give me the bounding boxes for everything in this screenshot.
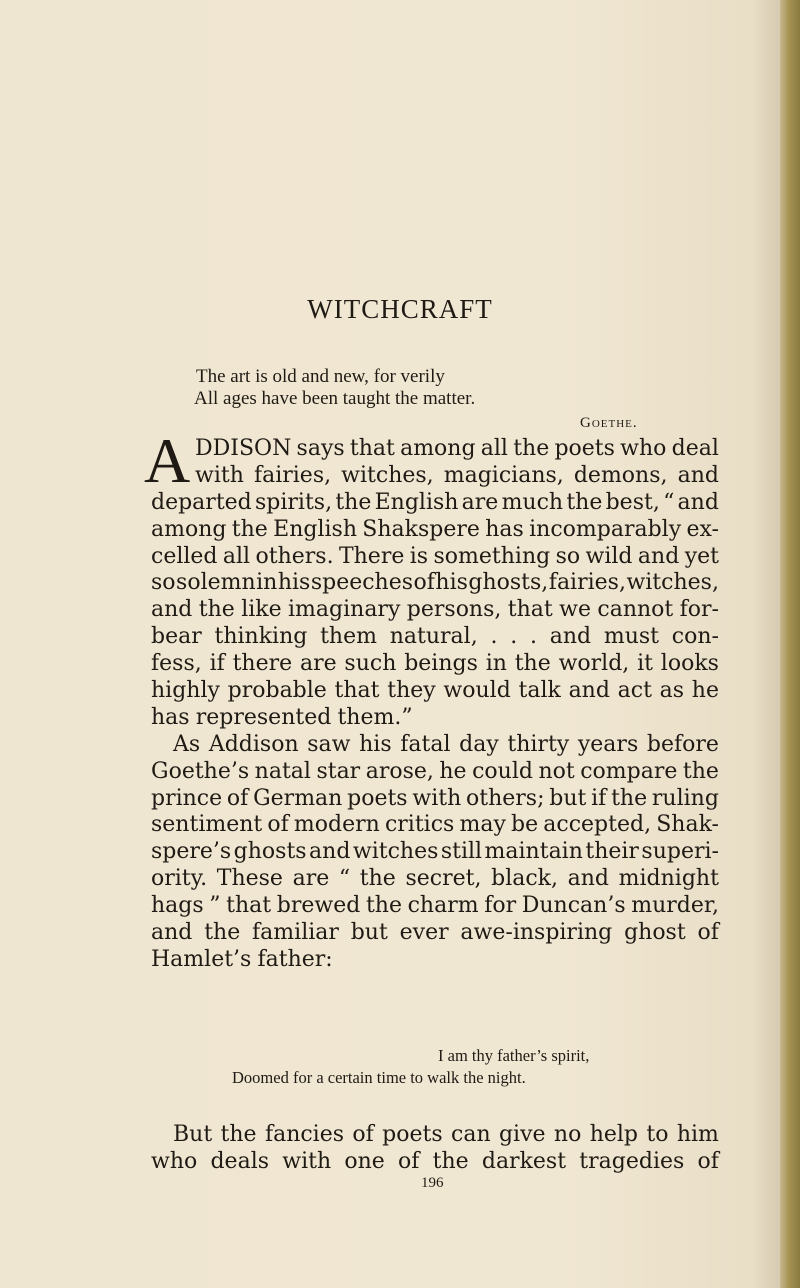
word: darkest [481,1148,567,1174]
word: hags [151,893,204,919]
word: “ [663,489,675,515]
text-line [151,490,719,517]
word: among [151,516,227,542]
word: modern [293,812,380,838]
word: Shakspere [362,516,480,542]
word: has [485,516,524,542]
word: imaginary [288,597,401,623]
word: as [659,678,685,704]
word: “ [338,866,351,892]
word: Goethe’s [151,758,250,784]
word: they [387,678,436,704]
word: accepted, [543,812,652,838]
word: the [682,758,719,784]
word: star [316,758,361,784]
text-line [151,463,719,490]
word: the [220,1122,257,1147]
word: sentiment [151,812,263,838]
text-line [151,624,719,651]
word: thirty [507,731,570,757]
word: fairies, [253,462,332,488]
word: best, [605,489,660,515]
word: Duncan’s [521,893,626,919]
body-text [151,436,719,974]
word: others. [255,543,334,569]
word: so [151,570,176,596]
word: Hamlet’s [151,946,252,972]
word: the [231,516,268,542]
word: ghosts [233,839,307,865]
word: act [617,678,652,704]
word: black, [491,866,558,892]
word: the [365,893,402,919]
word: natal [254,758,311,784]
word: probable [227,678,327,704]
word: represented [195,704,332,730]
word: midnight [618,866,719,892]
word: give [498,1122,546,1147]
word: fairies, [548,570,626,596]
word: of [413,570,435,596]
word: the [432,1148,469,1174]
word: so [555,543,581,569]
word: that [507,597,553,623]
word: with [195,462,244,488]
word: There [338,543,405,569]
word: his [277,570,311,596]
word: bear [151,624,202,650]
word: and [637,543,680,569]
word: poets [382,1122,443,1147]
word: ex- [686,516,719,542]
word: prince [151,785,223,811]
word: poets [347,785,408,811]
word: would [443,678,511,704]
word: them.” [337,704,413,730]
text-line [151,651,719,678]
drop-cap: A [144,425,191,496]
word: the [198,597,235,623]
body-text-continued [151,1122,719,1176]
word: ” [209,893,221,919]
word: superi- [641,839,719,865]
word: are [299,651,337,677]
word: all [222,543,251,569]
word: years [577,731,639,757]
text-line [151,597,719,624]
word: in [485,651,507,677]
text-line [151,759,719,786]
word: of [226,785,249,811]
word: magicians, [443,462,564,488]
word: but [350,920,388,946]
word: like [241,597,282,623]
word: if [209,651,225,677]
word: beings [404,651,478,677]
word: ority. [151,866,208,892]
word: that [334,678,380,704]
word: the [359,866,396,892]
word: of [398,1148,420,1174]
word: charm [407,893,479,919]
word: the [611,785,648,811]
word: highly [151,678,220,704]
text-line [151,812,719,839]
word: solemn [176,570,256,596]
word: and [549,624,592,650]
word: witches, [341,462,434,488]
chapter-title: WITCHCRAFT [307,294,493,324]
word: awe-inspiring [460,920,613,946]
word: fatal [400,731,451,757]
word: that [349,436,395,461]
word: the [335,489,372,515]
word: and [151,920,193,946]
text-line [151,678,719,705]
page-number: 196 [421,1175,444,1191]
word: English [273,516,357,542]
word: help [589,1122,638,1147]
word: one [344,1148,385,1174]
word: such [344,651,397,677]
word: natural, [389,624,478,650]
word: brewed [276,893,361,919]
word: day [459,731,499,757]
word: no [553,1122,582,1147]
word: before [646,731,719,757]
word: is [409,543,429,569]
word: to [646,1122,669,1147]
word: and [151,597,193,623]
word: world, [558,651,630,677]
word: must [603,624,659,650]
epigraph-attribution: Goethe. [580,415,638,431]
word: and [568,678,610,704]
word: the [513,436,550,461]
word: the [566,489,603,515]
quote-line: Doomed for a certain time to walk the night. [232,1068,526,1087]
word: . [490,624,498,650]
word: the [514,651,551,677]
word: compare [580,758,678,784]
word: persons, [406,597,502,623]
word: murder, [631,893,719,919]
word: are [292,866,330,892]
word: we [559,597,591,623]
word: English [374,489,459,515]
word: looks [660,651,719,677]
word: poets [554,436,615,461]
word: secret, [405,866,482,892]
word: . [510,624,518,650]
word: him [676,1122,719,1147]
word: saw [307,731,351,757]
word: be [511,812,539,838]
word: Shak- [656,812,719,838]
word: all [480,436,508,461]
word: . [529,624,537,650]
word: with [412,785,462,811]
word: can [451,1122,491,1147]
word: that [226,893,272,919]
word: who [151,1148,198,1174]
text-line [151,920,719,947]
word: ghost [624,920,686,946]
word: something [433,543,551,569]
word: ruling [651,785,719,811]
word: if [591,785,607,811]
text-line [151,705,719,732]
word: his [435,570,468,596]
word: wild [585,543,633,569]
word: has [151,704,190,730]
word: and [677,489,719,515]
word: fess, [151,651,202,677]
text-line [151,1149,719,1176]
word: familiar [252,920,339,946]
word: among [400,436,476,461]
word: critics [384,812,455,838]
text-line [151,436,719,463]
word: but [549,785,587,811]
word: But [173,1122,213,1147]
word: others; [466,785,545,811]
word: and [677,462,719,488]
word: he [439,758,467,784]
text-line [151,786,719,813]
word: tragedies [579,1148,685,1174]
word: celled [151,543,218,569]
word: yet [684,543,719,569]
text-line [151,544,719,571]
text-line [151,947,719,974]
word: arose, [365,758,434,784]
word: German [253,785,343,811]
word: their [585,839,639,865]
word: DDISON [195,436,292,461]
word: deal [671,436,719,461]
word: Addison [208,731,299,757]
word: the [204,920,241,946]
word: it [637,651,653,677]
word: father: [257,946,333,972]
word: may [459,812,506,838]
word: departed [151,489,252,515]
word: ghosts, [468,570,549,596]
word: there [232,651,293,677]
word: still [440,839,483,865]
word: for [484,893,517,919]
word: fancies [264,1122,345,1147]
word: These [216,866,283,892]
word: demons, [573,462,668,488]
word: cannot [597,597,674,623]
word: deals [210,1148,270,1174]
word: As [173,731,201,757]
word: thinking [214,624,308,650]
epigraph [194,366,756,431]
word: could [472,758,533,784]
word: and [567,866,610,892]
word: ever [399,920,449,946]
word: them [320,624,377,650]
text-line [151,732,719,759]
text-line [151,1122,719,1149]
word: spere’s [151,839,232,865]
word: in [256,570,278,596]
word: of [697,1148,719,1174]
word: witches, [626,570,719,596]
word: incomparably [529,516,682,542]
word: he [691,678,719,704]
word: and [309,839,351,865]
word: much [501,489,564,515]
epigraph-line: The art is old and new, for verily [196,366,445,387]
word: says [296,436,345,461]
text-line [151,570,719,597]
word: con- [671,624,719,650]
epigraph-line: All ages have been taught the matter. [194,388,476,409]
word: witches [352,839,439,865]
word: spirits, [255,489,333,515]
page-edge-binding [780,0,800,1288]
word: of [267,812,289,838]
text-line [151,866,719,893]
word: maintain [484,839,583,865]
text-line [151,839,719,866]
word: not [538,758,575,784]
word: speeches [310,570,414,596]
word: who [620,436,667,461]
word: with [282,1148,332,1174]
text-line [151,517,719,544]
text-line [151,893,719,920]
word: talk [518,678,561,704]
word: are [461,489,499,515]
word: his [359,731,392,757]
quote-line: I am thy father’s spirit, [438,1046,590,1065]
word: of [697,920,719,946]
word: of [352,1122,374,1147]
word: for- [679,597,719,623]
